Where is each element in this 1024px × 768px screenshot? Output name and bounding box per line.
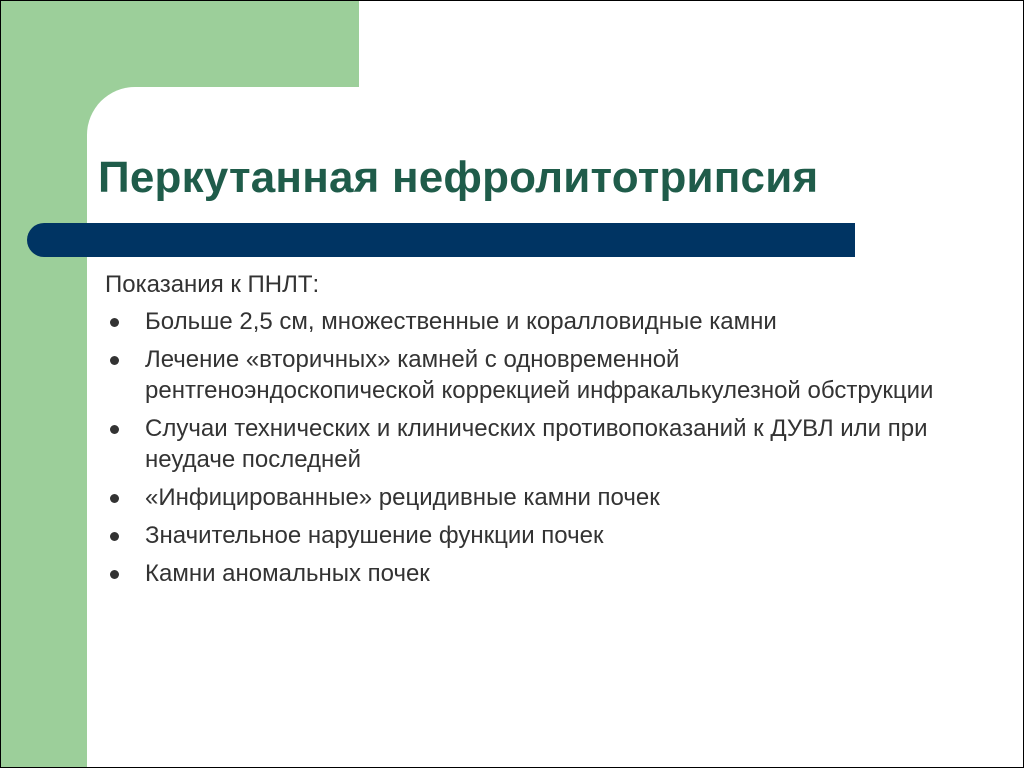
bullet-dot-icon bbox=[110, 570, 119, 579]
list-item-text: Лечение «вторичных» камней с одновременной рентгеноэндоскопической коррекцией инфракалькулезной обструкции bbox=[145, 346, 934, 404]
bullet-dot-icon bbox=[110, 532, 119, 541]
list-item bbox=[105, 482, 945, 513]
indications-heading: Показания к ПНЛТ: bbox=[105, 271, 320, 298]
bullet-dot-icon bbox=[110, 356, 119, 365]
list-item bbox=[105, 413, 945, 475]
list-item-text: Значительное нарушение функции почек bbox=[145, 522, 604, 549]
indications-list bbox=[105, 306, 945, 589]
slide-body bbox=[105, 269, 945, 596]
list-item bbox=[105, 558, 945, 589]
list-item-text: Больше 2,5 см, множественные и коралловидные камни bbox=[145, 308, 777, 335]
list-item bbox=[105, 520, 945, 551]
bullet-dot-icon bbox=[110, 318, 119, 327]
bullet-dot-icon bbox=[110, 494, 119, 503]
list-item bbox=[105, 344, 945, 406]
list-item-text: Камни аномальных почек bbox=[145, 560, 430, 587]
list-item bbox=[105, 306, 945, 337]
bullet-dot-icon bbox=[110, 425, 119, 434]
list-item-text: «Инфицированные» рецидивные камни почек bbox=[145, 484, 660, 511]
title-underline-bar bbox=[27, 223, 855, 257]
slide-title: Перкутанная нефролитотрипсия bbox=[98, 153, 819, 202]
list-item-text: Случаи технических и клинических противопоказаний к ДУВЛ или при неудаче последней bbox=[145, 415, 928, 473]
